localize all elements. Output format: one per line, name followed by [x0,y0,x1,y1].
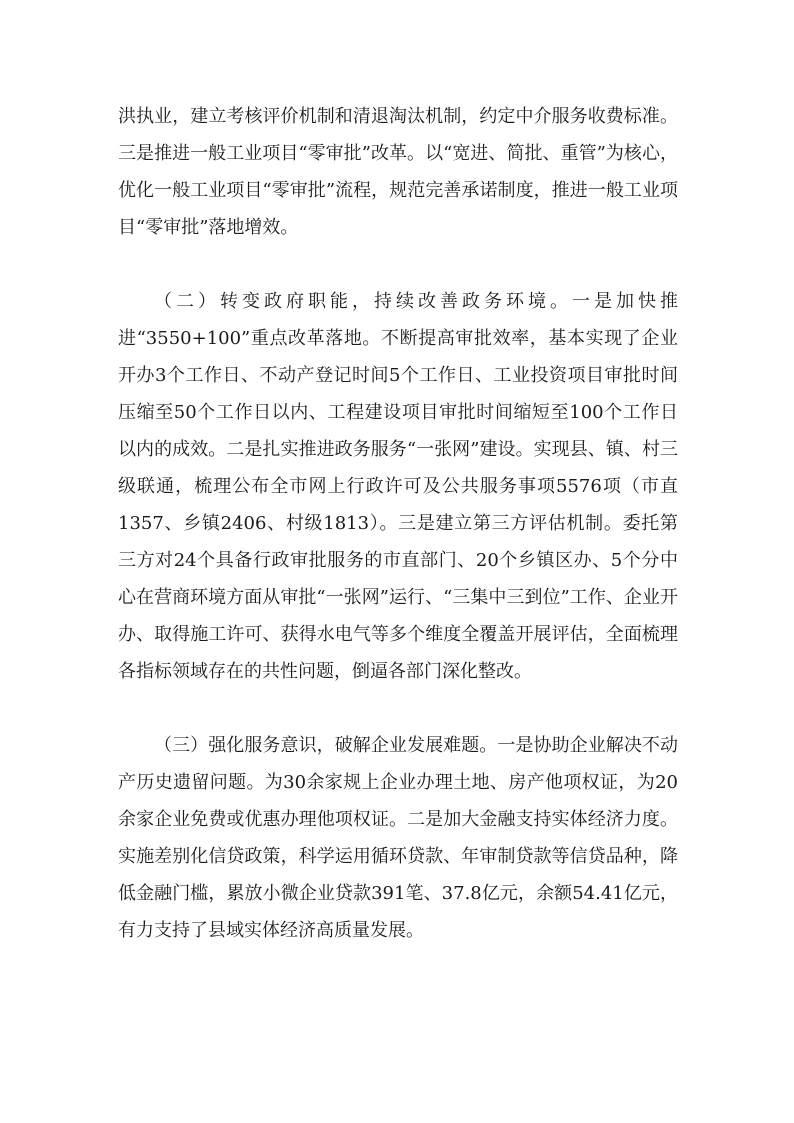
paragraph-continuation: 洪执业，建立考核评价机制和清退淘汰机制，约定中介服务收费标准。三是推进一般工业项目“零审批”改革。以“宽进、简批、重管”为核心，优化一般工业项目“零审批”流程，规范完善承诺制度，推进一般工业项目“零审批”落地增效。 [118,106,678,238]
paragraph-service-awareness: （三）强化服务意识，破解企业发展难题。一是协助企业解决不动产历史遗留问题。为30余家规上企业办理土地、房产他项权证，为20余家企业免费或优惠办理他项权证。二是加大金融支持实体经济力度。实施差别化信贷政策，科学运用循环贷款、年审制贷款等信贷品种，降低金融门槛，累放小微企业贷款391笔、37.8亿元，余额54.41亿元，有力支持了县域实体经济高质量发展。 [118,735,678,941]
paragraph-government-functions: （二）转变政府职能，持续改善政务环境。一是加快推进“3550+100”重点改革落地。不断提高审批效率，基本实现了企业开办3个工作日、不动产登记时间5个工作日、工业投资项目审批时间压缩至50个工作日以内、工程建设项目审批时间缩短至100个工作日以内的成效。二是扎实推进政务服务“一张网”建设。实现县、镇、村三级联通，梳理公布全市网上行政许可及公共服务事项5576项（市直1357、乡镇2406、村级1813）。三是建立第三方评估机制。委托第三方对24个具备行政审批服务的市直部门、20个乡镇区办、5个分中心在营商环境方面从审批“一张网”运行、“三集中三到位”工作、企业开办、取得施工许可、获得水电气等多个维度全覆盖开展评估，全面梳理各指标领域存在的共性问题，倒逼各部门深化整改。 [118,291,678,682]
document-body [118,98,678,949]
